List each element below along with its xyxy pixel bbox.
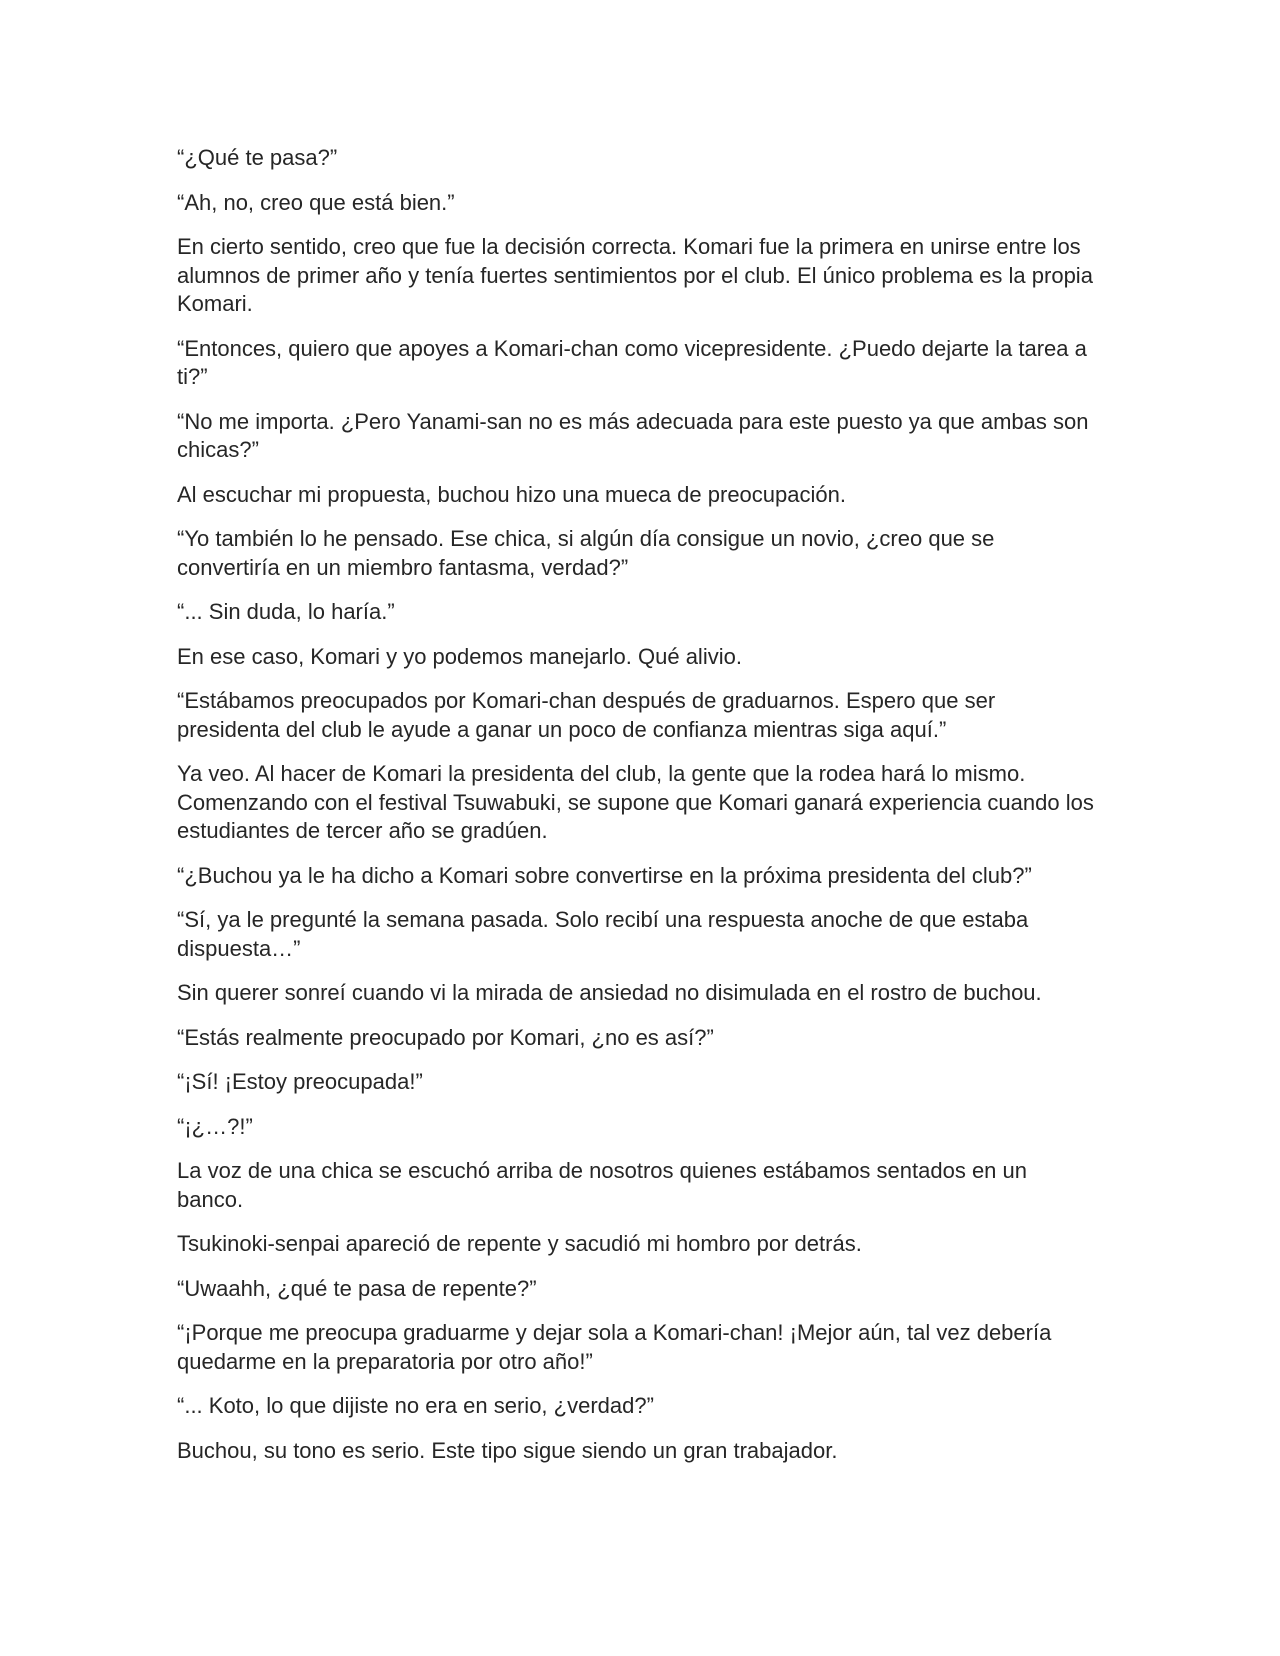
- paragraph: “... Koto, lo que dijiste no era en serio, ¿verdad?”: [177, 1393, 654, 1418]
- paragraph: “Yo también lo he pensado. Ese chica, si algún día consigue un novio, ¿creo que se convertiría en un miembro fantasma, verdad?”: [177, 526, 995, 580]
- paragraph: “... Sin duda, lo haría.”: [177, 599, 395, 624]
- paragraph: En cierto sentido, creo que fue la decisión correcta. Komari fue la primera en unirse entre los alumnos de primer año y tenía fuertes sentimientos por el club. El único problema es la propia Komari.: [177, 234, 1093, 316]
- paragraph: “Sí, ya le pregunté la semana pasada. Solo recibí una respuesta anoche de que estaba dispuesta…”: [177, 907, 1029, 961]
- document-page: [177, 144, 1097, 1481]
- paragraph: Sin querer sonreí cuando vi la mirada de ansiedad no disimulada en el rostro de buchou.: [177, 980, 1042, 1005]
- paragraph: “No me importa. ¿Pero Yanami-san no es más adecuada para este puesto ya que ambas son chicas?”: [177, 408, 1089, 462]
- paragraph: “Uwaahh, ¿qué te pasa de repente?”: [177, 1275, 537, 1301]
- paragraph: “Estás realmente preocupado por Komari, ¿no es así?”: [177, 1024, 714, 1050]
- paragraph: “¡Porque me preocupa graduarme y dejar sola a Komari-chan! ¡Mejor aún, tal vez debería quedarme en la preparatoria por otro año!”: [177, 1320, 1052, 1374]
- paragraph: Buchou, su tono es serio. Este tipo sigue siendo un gran trabajador.: [177, 1437, 838, 1463]
- paragraph: “Ah, no, creo que está bien.”: [177, 189, 455, 215]
- paragraph: “¡¿…?!”: [177, 1113, 253, 1139]
- paragraph: En ese caso, Komari y yo podemos manejarlo. Qué alivio.: [177, 643, 742, 669]
- paragraph: “Estábamos preocupados por Komari-chan después de graduarnos. Espero que ser presidenta del club le ayude a ganar un poco de confianza mientras siga aquí.”: [177, 688, 996, 742]
- paragraph: “¿Buchou ya le ha dicho a Komari sobre convertirse en la próxima presidenta del club?”: [177, 862, 1032, 888]
- paragraph: Ya veo. Al hacer de Komari la presidenta del club, la gente que la rodea hará lo mismo. Comenzando con el festival Tsuwabuki, se supone que Komari ganará experiencia cuando los estudiantes de tercer año se gradúen.: [177, 761, 1094, 843]
- paragraph: Tsukinoki-senpai apareció de repente y sacudió mi hombro por detrás.: [177, 1231, 862, 1256]
- paragraph: La voz de una chica se escuchó arriba de nosotros quienes estábamos sentados en un banco.: [177, 1158, 1027, 1212]
- paragraph: “Entonces, quiero que apoyes a Komari-chan como vicepresidente. ¿Puedo dejarte la tarea a ti?”: [177, 335, 1087, 389]
- paragraph: “¿Qué te pasa?”: [177, 145, 338, 170]
- paragraph: Al escuchar mi propuesta, buchou hizo una mueca de preocupación.: [177, 481, 846, 507]
- paragraph: “¡Sí! ¡Estoy preocupada!”: [177, 1069, 423, 1094]
